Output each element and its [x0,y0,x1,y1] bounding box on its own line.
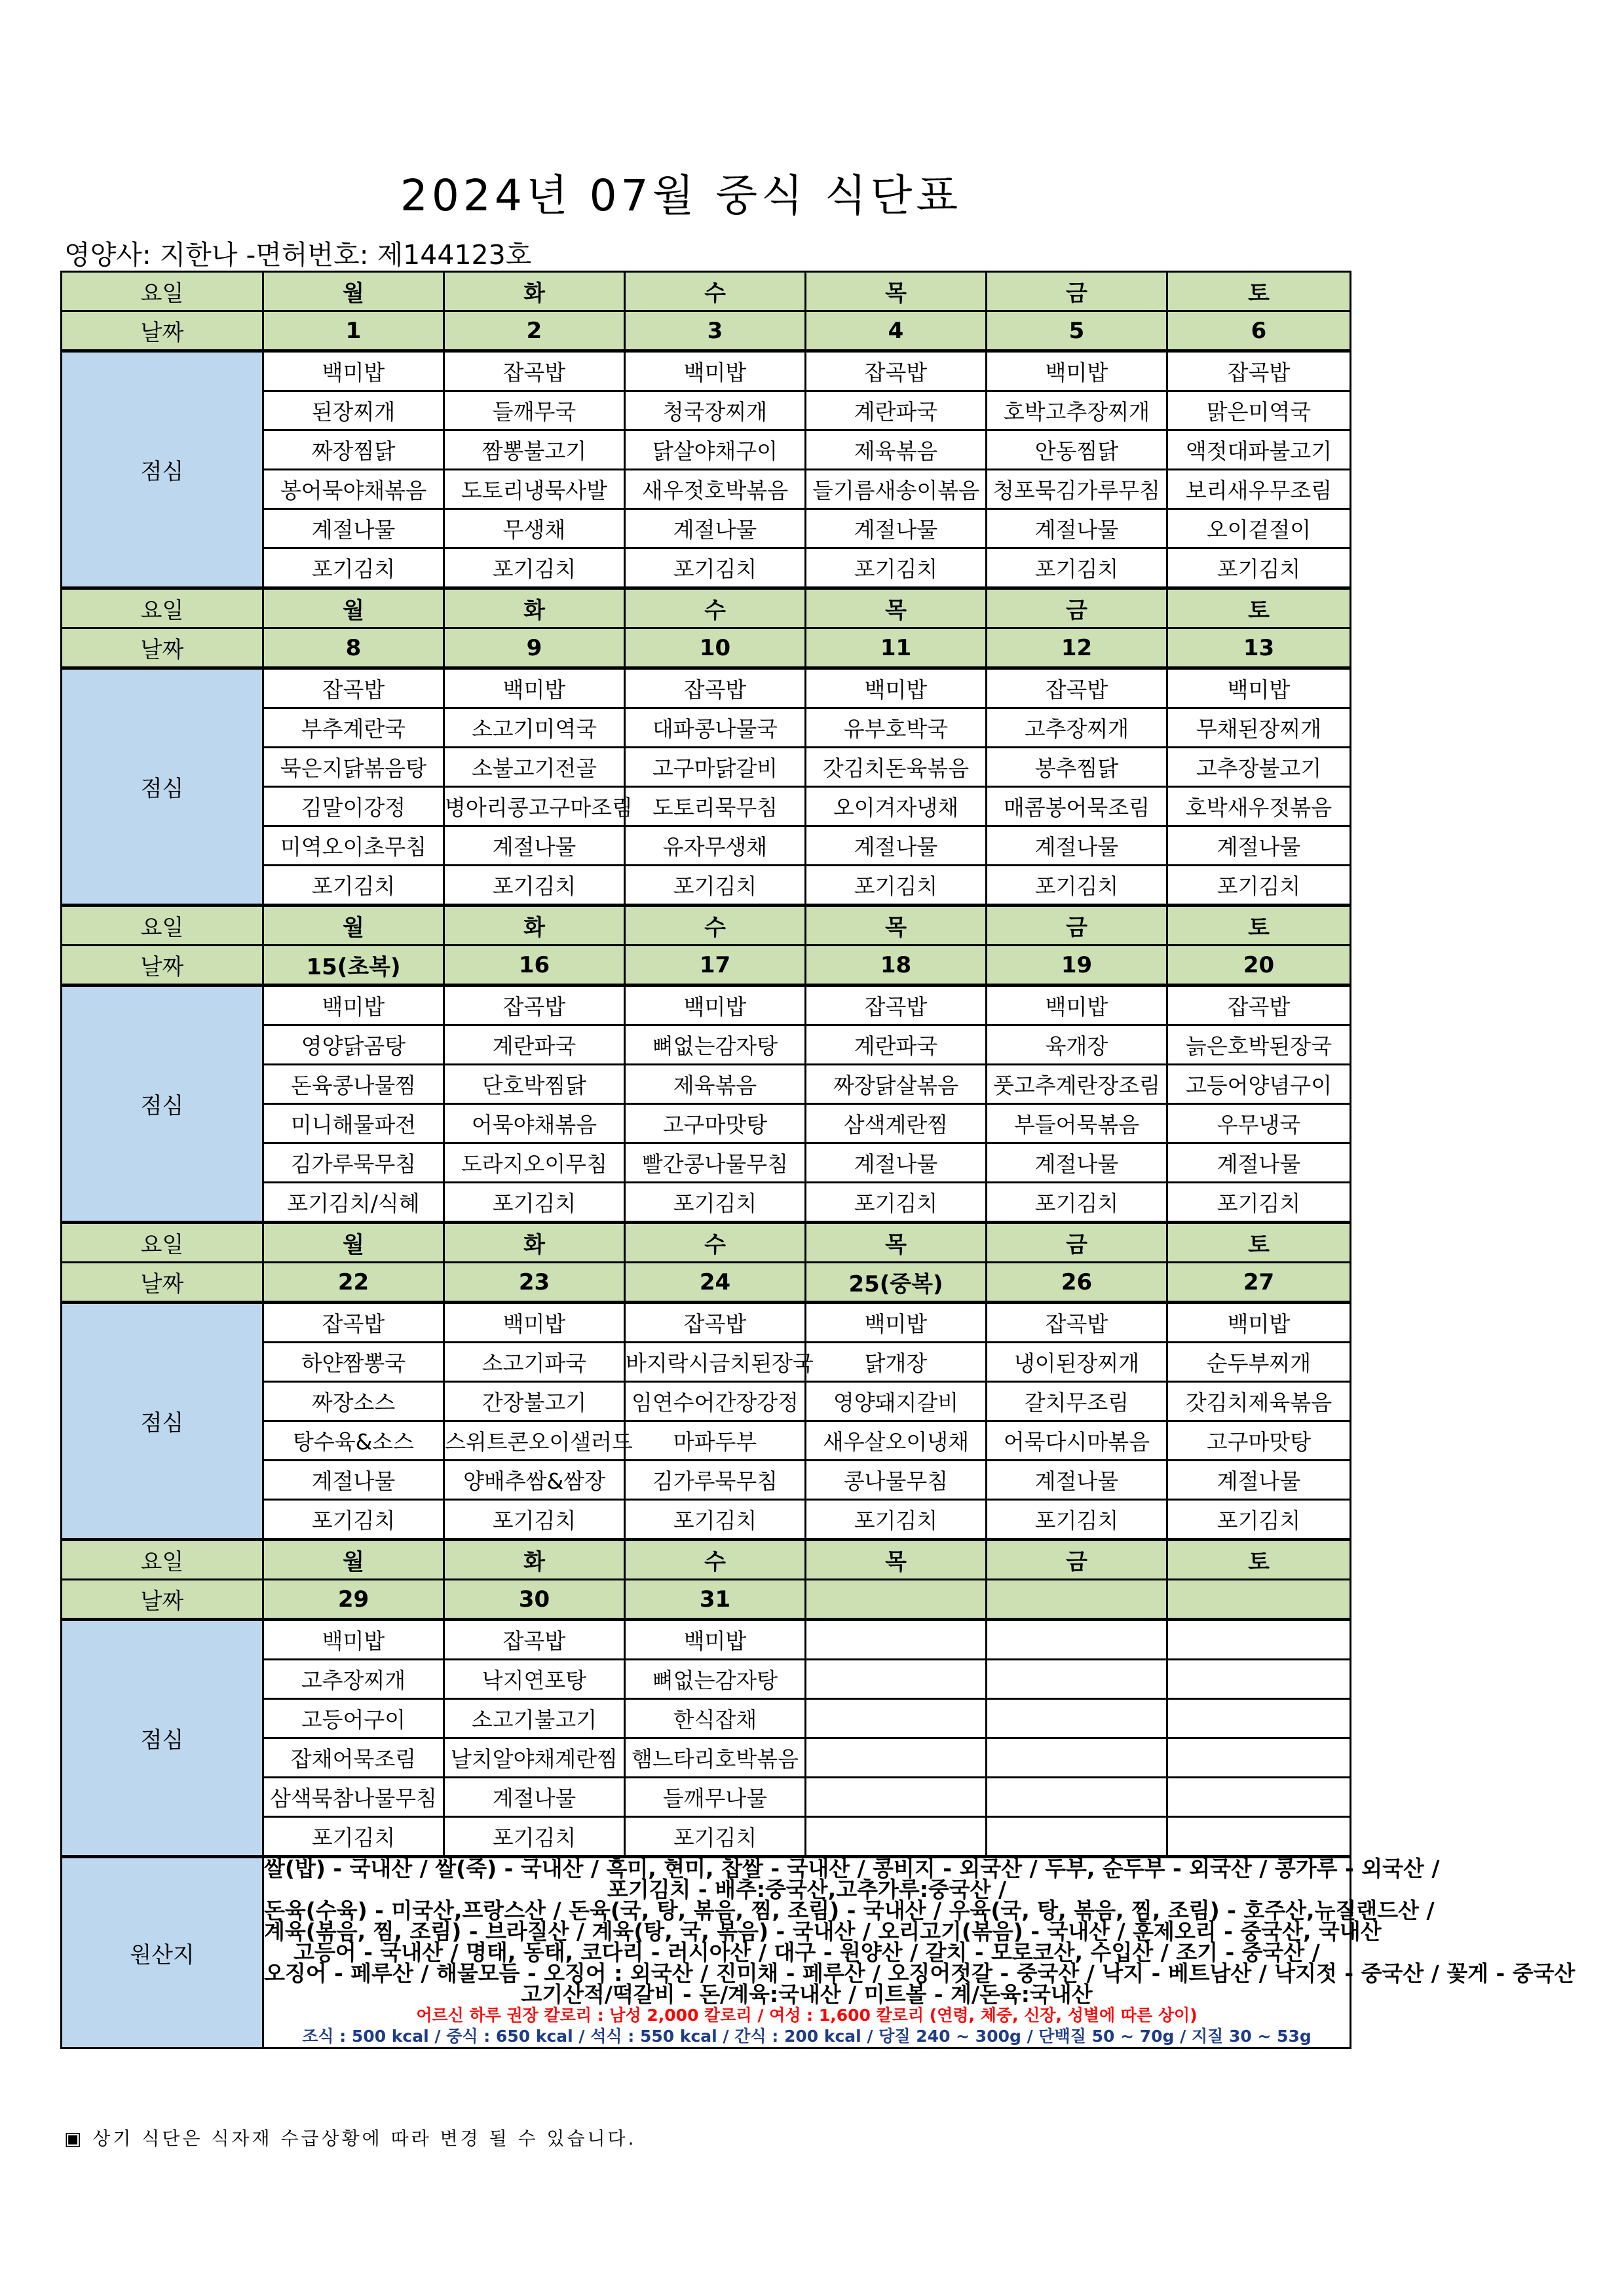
weekday-cell: 토 [1167,588,1351,628]
menu-item: 포기김치 [806,866,987,906]
date-cell: 8 [263,628,444,668]
date-cell [1167,1580,1351,1620]
menu-item: 안동찜닭 [987,430,1167,470]
menu-item: 닭개장 [806,1343,987,1382]
menu-item: 포기김치 [806,1183,987,1223]
weekday-cell: 화 [444,906,625,946]
menu-item: 포기김치 [444,866,625,906]
menu-item: 잡곡밥 [444,985,625,1025]
menu-item: 양배추쌈&쌈장 [444,1461,625,1500]
menu-item: 소고기파국 [444,1343,625,1382]
menu-item [987,1817,1167,1857]
menu-item: 계절나물 [987,1461,1167,1500]
weekday-cell: 월 [263,906,444,946]
menu-item: 계절나물 [1167,826,1351,866]
dietitian-info: 영양사: 지한나 -면허번호: 제144123호 [64,239,532,271]
menu-item: 오이겨자냉채 [806,787,987,826]
menu-item: 포기김치 [263,866,444,906]
date-cell: 1 [263,311,444,351]
menu-item: 포기김치 [625,1817,806,1857]
menu-item: 보리새우무조림 [1167,470,1351,509]
date-label: 날짜 [62,311,263,351]
menu-item: 계절나물 [625,509,806,548]
menu-item: 포기김치 [987,548,1167,588]
menu-item: 포기김치 [806,548,987,588]
date-row [62,946,1351,985]
menu-item: 유부호박국 [806,708,987,748]
menu-row [62,1303,1351,1343]
menu-item: 들깨무국 [444,391,625,430]
menu-item [987,1660,1167,1699]
menu-item: 계절나물 [444,1778,625,1817]
weekday-cell: 금 [987,906,1167,946]
origin-info [263,1856,1576,2048]
menu-item: 계절나물 [1167,1461,1351,1500]
origin-line: 포기김치 - 배추:중국산,고추가루:중국산 / [607,1877,1007,1902]
menu-item: 어묵야채볶음 [444,1104,625,1143]
menu-item: 호박새우젓볶음 [1167,787,1351,826]
menu-item: 묵은지닭볶음탕 [263,748,444,787]
menu-item: 풋고추계란장조림 [987,1065,1167,1104]
menu-item: 포기김치 [625,866,806,906]
date-cell: 19 [987,946,1167,985]
menu-item: 청포묵김가루무침 [987,470,1167,509]
weekday-cell: 수 [625,1540,806,1580]
menu-item: 소고기불고기 [444,1699,625,1738]
menu-item: 맑은미역국 [1167,391,1351,430]
origin-line: 고등어 - 국내산 / 명태, 동태, 코다리 - 러시아산 / 대구 - 원양산 / 갈치 - 모로코산, 수입산 / 조기 - 중국산 / [293,1940,1320,1965]
date-cell: 13 [1167,628,1351,668]
weekday-label: 요일 [62,272,263,311]
menu-item: 도라지오이무침 [444,1143,625,1183]
date-cell [806,1580,987,1620]
menu-item [987,1699,1167,1738]
menu-item: 백미밥 [625,985,806,1025]
menu-item [1167,1660,1351,1699]
date-cell: 18 [806,946,987,985]
menu-item: 잡채어묵조림 [263,1738,444,1778]
date-row [62,1580,1351,1620]
menu-item: 들깨무나물 [625,1778,806,1817]
weekday-cell: 금 [987,1223,1167,1263]
date-cell: 30 [444,1580,625,1620]
weekday-cell: 토 [1167,272,1351,311]
menu-item: 고등어양념구이 [1167,1065,1351,1104]
menu-item: 된장찌개 [263,391,444,430]
weekday-cell: 수 [625,906,806,946]
weekday-row [62,1223,1351,1263]
menu-item: 삼색묵참나물무침 [263,1778,444,1817]
menu-item: 유자무생채 [625,826,806,866]
menu-item: 순두부찌개 [1167,1343,1351,1382]
menu-item: 들기름새송이볶음 [806,470,987,509]
menu-item: 계절나물 [987,1143,1167,1183]
menu-item [1167,1620,1351,1660]
menu-item: 백미밥 [444,1303,625,1343]
menu-item: 무채된장찌개 [1167,708,1351,748]
weekday-label: 요일 [62,906,263,946]
menu-item: 짬뽕불고기 [444,430,625,470]
menu-item: 계절나물 [444,826,625,866]
footnote: ▣ 상기 식단은 식자재 수급상황에 따라 변경 될 수 있습니다. [64,2128,637,2149]
date-cell: 27 [1167,1263,1351,1303]
menu-item: 포기김치 [1167,1183,1351,1223]
menu-item: 잡곡밥 [806,351,987,391]
menu-item: 제육볶음 [625,1065,806,1104]
menu-item: 포기김치 [625,548,806,588]
date-cell: 4 [806,311,987,351]
date-cell: 16 [444,946,625,985]
menu-item [987,1620,1167,1660]
menu-item: 영양돼지갈비 [806,1382,987,1421]
menu-item: 계절나물 [263,509,444,548]
menu-item: 잡곡밥 [1167,985,1351,1025]
menu-item: 새우젓호박볶음 [625,470,806,509]
origin-line: 쌀(밥) - 국내산 / 쌀(죽) - 국내산 / 흑미, 현미, 찹쌀 - 국내산 / 콩비지 - 외국산 / 두부, 순두부 - 외국산 / 콩가루 - 외국산 / [264,1856,1440,1881]
date-cell: 3 [625,311,806,351]
weekday-row [62,1540,1351,1580]
menu-item: 오이겉절이 [1167,509,1351,548]
menu-item: 부들어묵볶음 [987,1104,1167,1143]
weekday-cell: 월 [263,588,444,628]
menu-item: 계절나물 [987,509,1167,548]
weekday-cell: 화 [444,1540,625,1580]
menu-item: 갓김치제육볶음 [1167,1382,1351,1421]
menu-item: 백미밥 [806,668,987,708]
date-row [62,628,1351,668]
menu-item: 계절나물 [987,826,1167,866]
menu-item: 고추장불고기 [1167,748,1351,787]
menu-item: 낙지연포탕 [444,1660,625,1699]
menu-item: 백미밥 [263,985,444,1025]
menu-item: 부추계란국 [263,708,444,748]
date-row [62,311,1351,351]
menu-item [806,1778,987,1817]
menu-row [62,985,1351,1025]
weekday-cell: 목 [806,1540,987,1580]
menu-item: 우무냉국 [1167,1104,1351,1143]
menu-table [60,271,1576,2049]
menu-item: 계란파국 [444,1025,625,1065]
weekday-cell: 화 [444,1223,625,1263]
menu-item: 도토리묵무침 [625,787,806,826]
menu-item: 백미밥 [444,668,625,708]
weekday-cell: 화 [444,272,625,311]
date-cell: 12 [987,628,1167,668]
menu-item: 백미밥 [263,351,444,391]
date-label: 날짜 [62,1580,263,1620]
date-label: 날짜 [62,628,263,668]
menu-item: 어묵다시마볶음 [987,1421,1167,1461]
meal-label: 점심 [62,1620,263,1857]
origin-line: 계육(볶음, 찜, 조림) - 브라질산 / 계육(탕, 국, 볶음) - 국내산 / 오리고기(볶음) - 국내산 / 훈제오리 - 중국산, 국내산 [264,1919,1382,1944]
menu-row [62,1620,1351,1660]
menu-item: 단호박찜닭 [444,1065,625,1104]
menu-item: 미역오이초무침 [263,826,444,866]
date-cell [987,1580,1167,1620]
weekday-cell: 목 [806,588,987,628]
menu-item: 스위트콘오이샐러드 [444,1421,625,1461]
date-cell: 22 [263,1263,444,1303]
menu-item [806,1660,987,1699]
menu-item: 매콤봉어묵조림 [987,787,1167,826]
menu-item: 뼈없는감자탕 [625,1025,806,1065]
weekday-cell: 금 [987,588,1167,628]
menu-item: 고추장찌개 [987,708,1167,748]
menu-item: 탕수육&소스 [263,1421,444,1461]
menu-item: 잡곡밥 [263,668,444,708]
menu-item: 백미밥 [987,351,1167,391]
menu-item: 잡곡밥 [263,1303,444,1343]
weekday-cell: 월 [263,1223,444,1263]
menu-item: 닭살야채구이 [625,430,806,470]
menu-item: 포기김치 [444,1817,625,1857]
menu-item [1167,1738,1351,1778]
menu-item: 고구마닭갈비 [625,748,806,787]
menu-item [806,1738,987,1778]
menu-item: 백미밥 [1167,668,1351,708]
menu-item: 백미밥 [263,1620,444,1660]
menu-item: 육개장 [987,1025,1167,1065]
menu-item: 고등어구이 [263,1699,444,1738]
meal-label: 점심 [62,1303,263,1540]
menu-item: 콩나물무침 [806,1461,987,1500]
menu-item: 미니해물파전 [263,1104,444,1143]
date-cell: 25(중복) [806,1263,987,1303]
weekday-row [62,588,1351,628]
menu-item: 짜장닭살볶음 [806,1065,987,1104]
menu-item: 포기김치 [444,1183,625,1223]
menu-item: 늙은호박된장국 [1167,1025,1351,1065]
meal-label: 점심 [62,351,263,588]
menu-item: 대파콩나물국 [625,708,806,748]
menu-item: 김가루묵무침 [625,1461,806,1500]
menu-item: 청국장찌개 [625,391,806,430]
menu-item: 잡곡밥 [625,1303,806,1343]
menu-item: 잡곡밥 [1167,351,1351,391]
menu-item: 계란파국 [806,1025,987,1065]
menu-item: 포기김치 [625,1500,806,1540]
menu-item: 계절나물 [1167,1143,1351,1183]
menu-item: 계절나물 [263,1461,444,1500]
weekday-cell: 화 [444,588,625,628]
date-cell: 17 [625,946,806,985]
weekday-cell: 월 [263,1540,444,1580]
weekday-cell: 수 [625,1223,806,1263]
weekday-label: 요일 [62,1223,263,1263]
origin-label: 원산지 [62,1857,263,2048]
menu-item: 포기김치 [1167,548,1351,588]
menu-item: 뼈없는감자탕 [625,1660,806,1699]
nutrition-note: 조식 : 500 kcal / 중식 : 650 kcal / 석식 : 550 kcal / 간식 : 200 kcal / 당질 240 ~ 300g / 단백질 50 ~ 70g / 지질 30 ~ 53g [302,2027,1312,2046]
menu-item: 삼색계란찜 [806,1104,987,1143]
meal-label: 점심 [62,668,263,906]
menu-item: 포기김치 [263,548,444,588]
date-cell: 2 [444,311,625,351]
menu-item: 백미밥 [625,1620,806,1660]
menu-item: 호박고추장찌개 [987,391,1167,430]
weekday-cell: 수 [625,588,806,628]
weekday-cell: 목 [806,1223,987,1263]
menu-item: 포기김치 [987,866,1167,906]
origin-row [62,1857,1351,2048]
menu-item: 계절나물 [806,826,987,866]
menu-item: 한식잡채 [625,1699,806,1738]
date-cell: 15(초복) [263,946,444,985]
menu-item: 도토리냉묵사발 [444,470,625,509]
weekday-cell: 금 [987,272,1167,311]
menu-item: 잡곡밥 [806,985,987,1025]
menu-item: 백미밥 [625,351,806,391]
menu-item: 짜장소스 [263,1382,444,1421]
menu-item: 빨간콩나물무침 [625,1143,806,1183]
menu-item: 잡곡밥 [987,668,1167,708]
origin-line: 오징어 - 페루산 / 해물모듬 - 오징어 : 외국산 / 진미채 - 페루산 / 오징어젓갈 - 중국산 / 낙지 - 베트남산 / 낙지젓 - 중국산 / 꽃게 - 중국산 [264,1961,1576,1986]
menu-item: 무생채 [444,509,625,548]
menu-item: 봉어묵야채볶음 [263,470,444,509]
weekday-cell: 토 [1167,1540,1351,1580]
menu-item: 바지락시금치된장국 [625,1343,806,1382]
menu-item: 제육볶음 [806,430,987,470]
date-cell: 6 [1167,311,1351,351]
weekday-cell: 금 [987,1540,1167,1580]
menu-row [62,351,1351,391]
menu-item: 백미밥 [806,1303,987,1343]
menu-item: 짜장찜닭 [263,430,444,470]
weekday-row [62,906,1351,946]
menu-item: 갓김치돈육볶음 [806,748,987,787]
menu-item [987,1738,1167,1778]
date-label: 날짜 [62,1263,263,1303]
date-cell: 24 [625,1263,806,1303]
weekday-cell: 월 [263,272,444,311]
menu-item: 계절나물 [806,1143,987,1183]
menu-item: 고구마맛탕 [625,1104,806,1143]
date-cell: 29 [263,1580,444,1620]
menu-item: 잡곡밥 [444,351,625,391]
date-cell: 23 [444,1263,625,1303]
menu-item: 포기김치 [444,1500,625,1540]
menu-item: 백미밥 [987,985,1167,1025]
date-cell: 10 [625,628,806,668]
menu-item: 잡곡밥 [987,1303,1167,1343]
menu-item: 돈육콩나물찜 [263,1065,444,1104]
date-cell: 9 [444,628,625,668]
menu-item: 액젓대파불고기 [1167,430,1351,470]
menu-item [1167,1817,1351,1857]
menu-item: 계란파국 [806,391,987,430]
menu-item [987,1778,1167,1817]
menu-item: 봉추찜닭 [987,748,1167,787]
date-cell: 20 [1167,946,1351,985]
weekday-row [62,272,1351,311]
page-title: 2024년 07월 중식 식단표 [400,170,962,221]
origin-line: 고기산적/떡갈비 - 돈/계육:국내산 / 미트볼 - 계/돈육:국내산 [521,1981,1093,2007]
menu-item: 포기김치 [987,1183,1167,1223]
date-cell: 31 [625,1580,806,1620]
menu-item: 잡곡밥 [444,1620,625,1660]
menu-item: 하얀짬뽕국 [263,1343,444,1382]
weekday-cell: 목 [806,906,987,946]
menu-item: 고추장찌개 [263,1660,444,1699]
menu-item: 병아리콩고구마조림 [444,787,625,826]
menu-item: 새우살오이냉채 [806,1421,987,1461]
menu-item: 햄느타리호박볶음 [625,1738,806,1778]
menu-item: 포기김치 [987,1500,1167,1540]
menu-item: 포기김치 [625,1183,806,1223]
menu-item: 소불고기전골 [444,748,625,787]
date-row [62,1263,1351,1303]
menu-item: 소고기미역국 [444,708,625,748]
weekday-cell: 수 [625,272,806,311]
menu-item: 김가루묵무침 [263,1143,444,1183]
date-cell: 11 [806,628,987,668]
menu-item: 포기김치 [444,548,625,588]
menu-item [806,1699,987,1738]
menu-item: 포기김치 [263,1500,444,1540]
menu-item: 백미밥 [1167,1303,1351,1343]
menu-item [806,1817,987,1857]
menu-item: 포기김치/식혜 [263,1183,444,1223]
menu-item: 계절나물 [806,509,987,548]
menu-item [1167,1699,1351,1738]
menu-item: 마파두부 [625,1421,806,1461]
menu-item [1167,1778,1351,1817]
date-label: 날짜 [62,946,263,985]
menu-item: 임연수어간장강정 [625,1382,806,1421]
weekday-cell: 토 [1167,906,1351,946]
menu-item: 포기김치 [806,1500,987,1540]
weekday-label: 요일 [62,1540,263,1580]
menu-item: 포기김치 [263,1817,444,1857]
menu-item: 김말이강정 [263,787,444,826]
menu-item: 갈치무조림 [987,1382,1167,1421]
menu-item: 잡곡밥 [625,668,806,708]
calorie-note: 어르신 하루 권장 칼로리 : 남성 2,000 칼로리 / 여성 : 1,600 칼로리 (연령, 체중, 신장, 성별에 따른 상이) [416,2006,1198,2025]
weekday-label: 요일 [62,588,263,628]
menu-item: 냉이된장찌개 [987,1343,1167,1382]
menu-item: 포기김치 [1167,1500,1351,1540]
menu-item: 영양닭곰탕 [263,1025,444,1065]
origin-line: 돈육(수육) - 미국산,프랑스산 / 돈육(국, 탕, 볶음, 찜, 조림) - 국내산 / 우육(국, 탕, 볶음, 찜, 조림) - 호주산,뉴질랜드산 / [264,1898,1435,1923]
menu-item: 날치알야채계란찜 [444,1738,625,1778]
weekday-cell: 목 [806,272,987,311]
meal-label: 점심 [62,985,263,1223]
menu-item [806,1620,987,1660]
menu-item: 간장불고기 [444,1382,625,1421]
date-cell: 5 [987,311,1167,351]
weekday-cell: 토 [1167,1223,1351,1263]
menu-item: 포기김치 [1167,866,1351,906]
menu-row [62,668,1351,708]
menu-item: 고구마맛탕 [1167,1421,1351,1461]
date-cell: 26 [987,1263,1167,1303]
